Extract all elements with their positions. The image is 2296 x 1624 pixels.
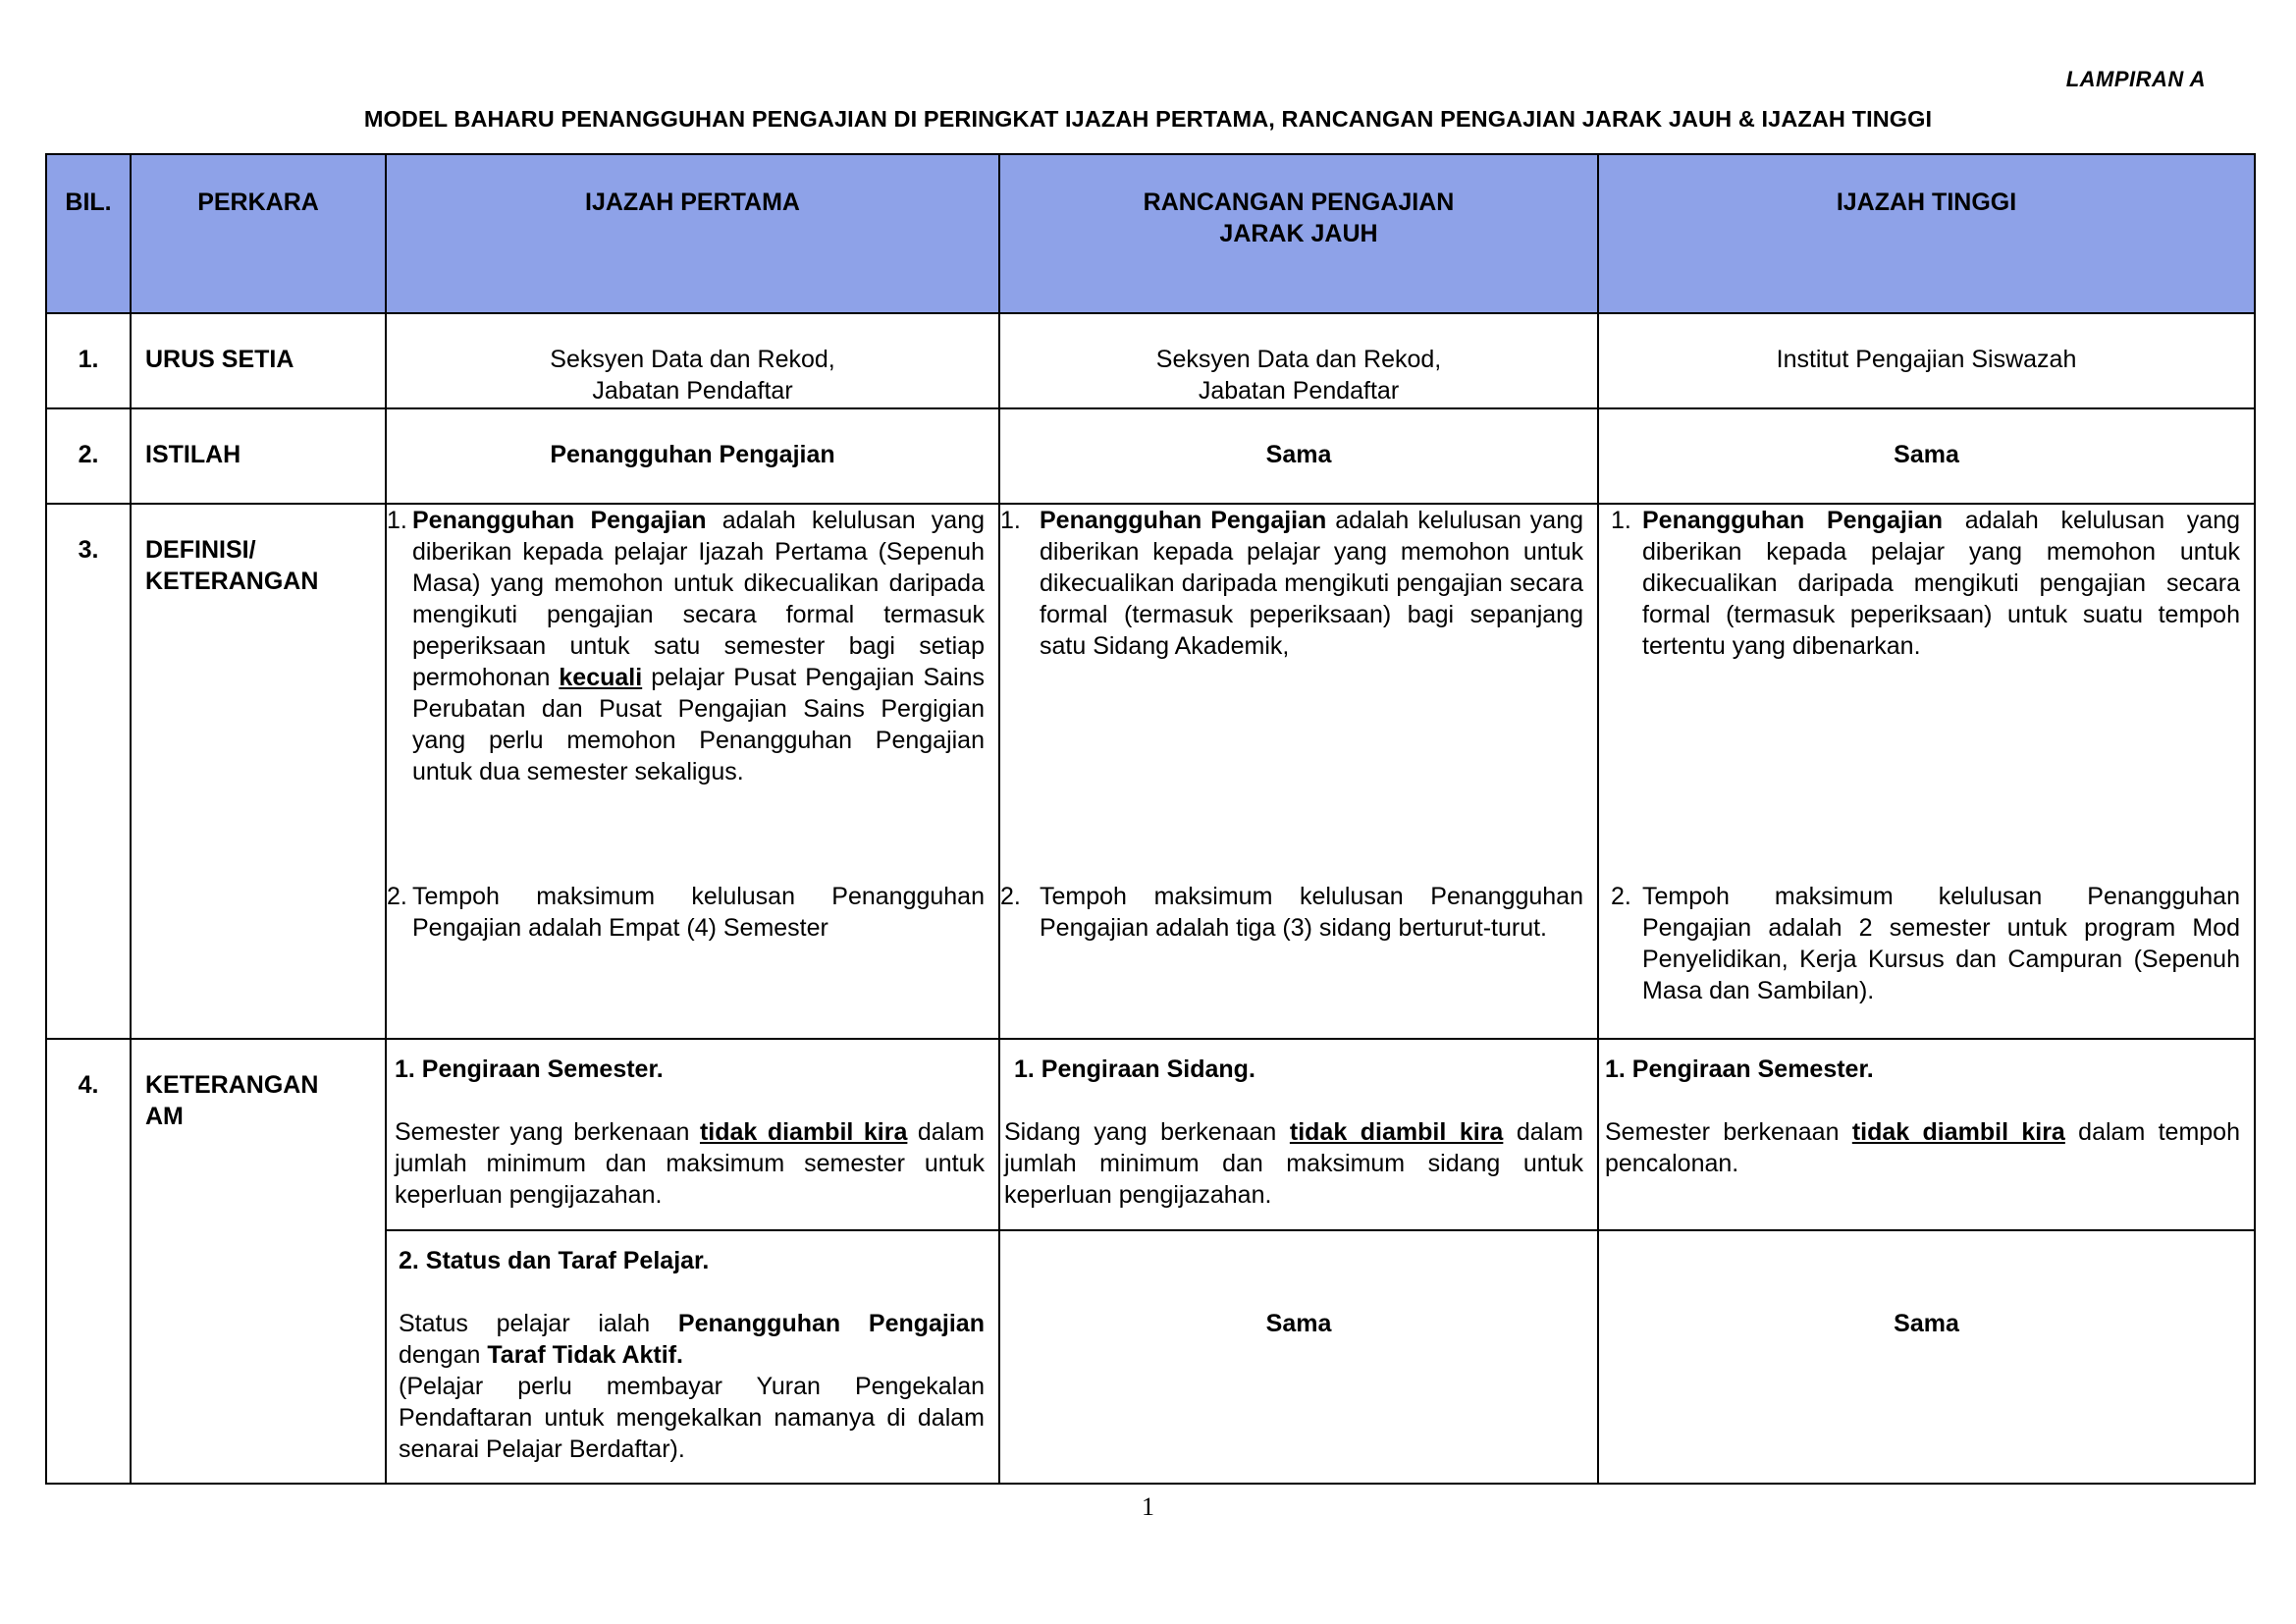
text: dalam jumlah minimum dan maksimum semester untuk keperluan pengijazahan.: [395, 1118, 985, 1209]
page-number: 1: [1142, 1492, 1154, 1521]
paragraph: [1605, 1116, 2240, 1179]
row3-perkara: [131, 504, 386, 1039]
exception-underline: kecuali: [559, 664, 643, 691]
row4a-ijazah-tinggi: [1598, 1039, 2255, 1230]
row4a-rpjj: [999, 1039, 1598, 1230]
row1-rpjj: [999, 313, 1598, 408]
text: Sidang yang berkenaan: [1004, 1118, 1290, 1146]
header-perkara: PERKARA: [131, 154, 386, 313]
text: dalam tempoh pencalonan.: [1605, 1118, 2240, 1177]
deferment-table: [45, 153, 2256, 1485]
underlined-text: tidak diambil kira: [1289, 1118, 1504, 1146]
text: Semester yang berkenaan: [395, 1118, 700, 1146]
list-item: [1611, 881, 2240, 1006]
bold-text: Penangguhan Pengajian: [677, 1310, 985, 1337]
row4a-ijazah-pertama: [386, 1039, 999, 1230]
term-bold: Penangguhan Pengajian: [412, 507, 707, 534]
term-bold: Penangguhan Pengajian: [1040, 507, 1327, 534]
table-row: [46, 1039, 2255, 1230]
row2-ijazah-pertama: Penangguhan Pengajian: [386, 408, 999, 504]
row4-perkara: [131, 1039, 386, 1484]
row4b-rpjj: Sama: [999, 1230, 1598, 1484]
appendix-label: LAMPIRAN A: [2065, 67, 2206, 91]
list-item: [1611, 505, 2241, 881]
row4-perkara-line2: AM: [145, 1103, 184, 1130]
list-item: [387, 881, 985, 944]
text: Semester berkenaan: [1605, 1118, 1852, 1146]
definition-text-cont: pelajar Pusat Pengajian Sains Perubatan dan Pusat Pengajian Sains Pergigian yang perlu memohon Penangguhan Pengajian untuk dua semester sekaligus.: [412, 664, 985, 785]
max-period-text: Tempoh maksimum kelulusan Penangguhan Pengajian adalah tiga (3) sidang berturut-turut.: [1040, 883, 1583, 942]
table-row: [46, 504, 2255, 1039]
definition-text: adalah kelulusan yang diberikan kepada pelajar Ijazah Pertama (Sepenuh Masa) yang memohon untuk dikecualikan daripada mengikuti pengajian secara formal termasuk peperiksaan untuk satu semester bagi setiap permohonan: [412, 507, 986, 691]
row1-rpjj-line2: Jabatan Pendaftar: [1198, 377, 1400, 405]
row4b-ijazah-tinggi: Sama: [1598, 1230, 2255, 1484]
header-ijazah-pertama: IJAZAH PERTAMA: [386, 154, 999, 313]
item-number: 1.: [1000, 507, 1021, 534]
list-item: [1000, 881, 1583, 944]
row2-ijazah-tinggi: Sama: [1598, 408, 2255, 504]
underlined-text: tidak diambil kira: [699, 1118, 908, 1146]
item-number: 1.: [387, 507, 407, 534]
row2-perkara: ISTILAH: [131, 408, 386, 504]
row1-rpjj-line1: Seksyen Data dan Rekod,: [1155, 346, 1442, 373]
row2-bil: 2.: [46, 408, 131, 504]
table-row: [46, 313, 2255, 408]
bold-text: Taraf Tidak Aktif.: [487, 1341, 683, 1369]
subheading: 1. Pengiraan Semester.: [1605, 1056, 1874, 1083]
row3-ijazah-tinggi: [1598, 504, 2255, 1039]
paragraph: [1004, 1116, 1583, 1211]
header-bil: BIL.: [46, 154, 131, 313]
row3-rpjj: [999, 504, 1598, 1039]
subheading: 2. Status dan Taraf Pelajar.: [399, 1247, 710, 1274]
header-ijazah-tinggi: IJAZAH TINGGI: [1598, 154, 2255, 313]
header-rpjj-line1: RANCANGAN PENGAJIAN: [1143, 189, 1455, 216]
definition-text: adalah kelulusan yang diberikan kepada pelajar yang memohon untuk dikecualikan daripada mengikuti pengajian secara formal (termasuk peperiksaan) untuk suatu tempoh tertentu yang dibenarkan.: [1642, 507, 2241, 660]
table-row: [46, 408, 2255, 504]
row1-ip-line2: Jabatan Pendaftar: [592, 377, 793, 405]
list-item: [1000, 505, 1584, 881]
row1-perkara: URUS SETIA: [131, 313, 386, 408]
subheading: 1. Pengiraan Semester.: [395, 1056, 664, 1083]
header-rpjj: [999, 154, 1598, 313]
row3-perkara-line2: KETERANGAN: [145, 568, 319, 595]
row3-perkara-line1: DEFINISI/: [145, 536, 256, 564]
row2-rpjj: Sama: [999, 408, 1598, 504]
row4-bil: 4.: [46, 1039, 131, 1484]
underlined-text: tidak diambil kira: [1851, 1118, 2065, 1146]
row4-perkara-line1: KETERANGAN: [145, 1071, 319, 1099]
header-rpjj-line2: JARAK JAUH: [1219, 220, 1378, 247]
item-number: 2.: [387, 883, 407, 910]
paragraph: [399, 1308, 985, 1371]
item-number: 2.: [1000, 883, 1021, 910]
row1-bil: 1.: [46, 313, 131, 408]
row1-ip-line1: Seksyen Data dan Rekod,: [550, 346, 835, 373]
max-period-text: Tempoh maksimum kelulusan Penangguhan Pengajian adalah 2 semester untuk program Mod Penyelidikan, Kerja Kursus dan Campuran (Sepenuh Masa dan Sambilan).: [1642, 883, 2240, 1004]
term-bold: Penangguhan Pengajian: [1642, 507, 1944, 534]
subheading: 1. Pengiraan Sidang.: [1014, 1056, 1255, 1083]
text: dengan: [399, 1341, 488, 1369]
row3-ijazah-pertama: [386, 504, 999, 1039]
document-title: MODEL BAHARU PENANGGUHAN PENGAJIAN DI PERINGKAT IJAZAH PERTAMA, RANCANGAN PENGAJIAN JARAK JAUH & IJAZAH TINGGI: [363, 106, 1933, 132]
row3-bil: 3.: [46, 504, 131, 1039]
item-number: 2.: [1611, 883, 1631, 910]
definition-text: adalah kelulusan yang diberikan kepada pelajar yang memohon untuk dikecualikan daripada mengikuti pengajian secara formal (termasuk peperiksaan) bagi sepanjang satu Sidang Akademik,: [1040, 507, 1584, 660]
item-number: 1.: [1611, 507, 1631, 534]
text: Status pelajar ialah: [399, 1310, 678, 1337]
paragraph-note: (Pelajar perlu membayar Yuran Pengekalan Pendaftaran untuk mengekalkan namanya di dalam senarai Pelajar Berdaftar).: [399, 1373, 985, 1463]
text: dalam jumlah minimum dan maksimum sidang untuk keperluan pengijazahan.: [1004, 1118, 1583, 1209]
paragraph: [395, 1116, 985, 1211]
row4b-ijazah-pertama: [386, 1230, 999, 1484]
max-period-text: Tempoh maksimum kelulusan Penangguhan Pengajian adalah Empat (4) Semester: [412, 883, 985, 942]
row1-ijazah-tinggi: Institut Pengajian Siswazah: [1598, 313, 2255, 408]
list-item: [387, 505, 986, 881]
table-header-row: [46, 154, 2255, 313]
row1-ijazah-pertama: [386, 313, 999, 408]
